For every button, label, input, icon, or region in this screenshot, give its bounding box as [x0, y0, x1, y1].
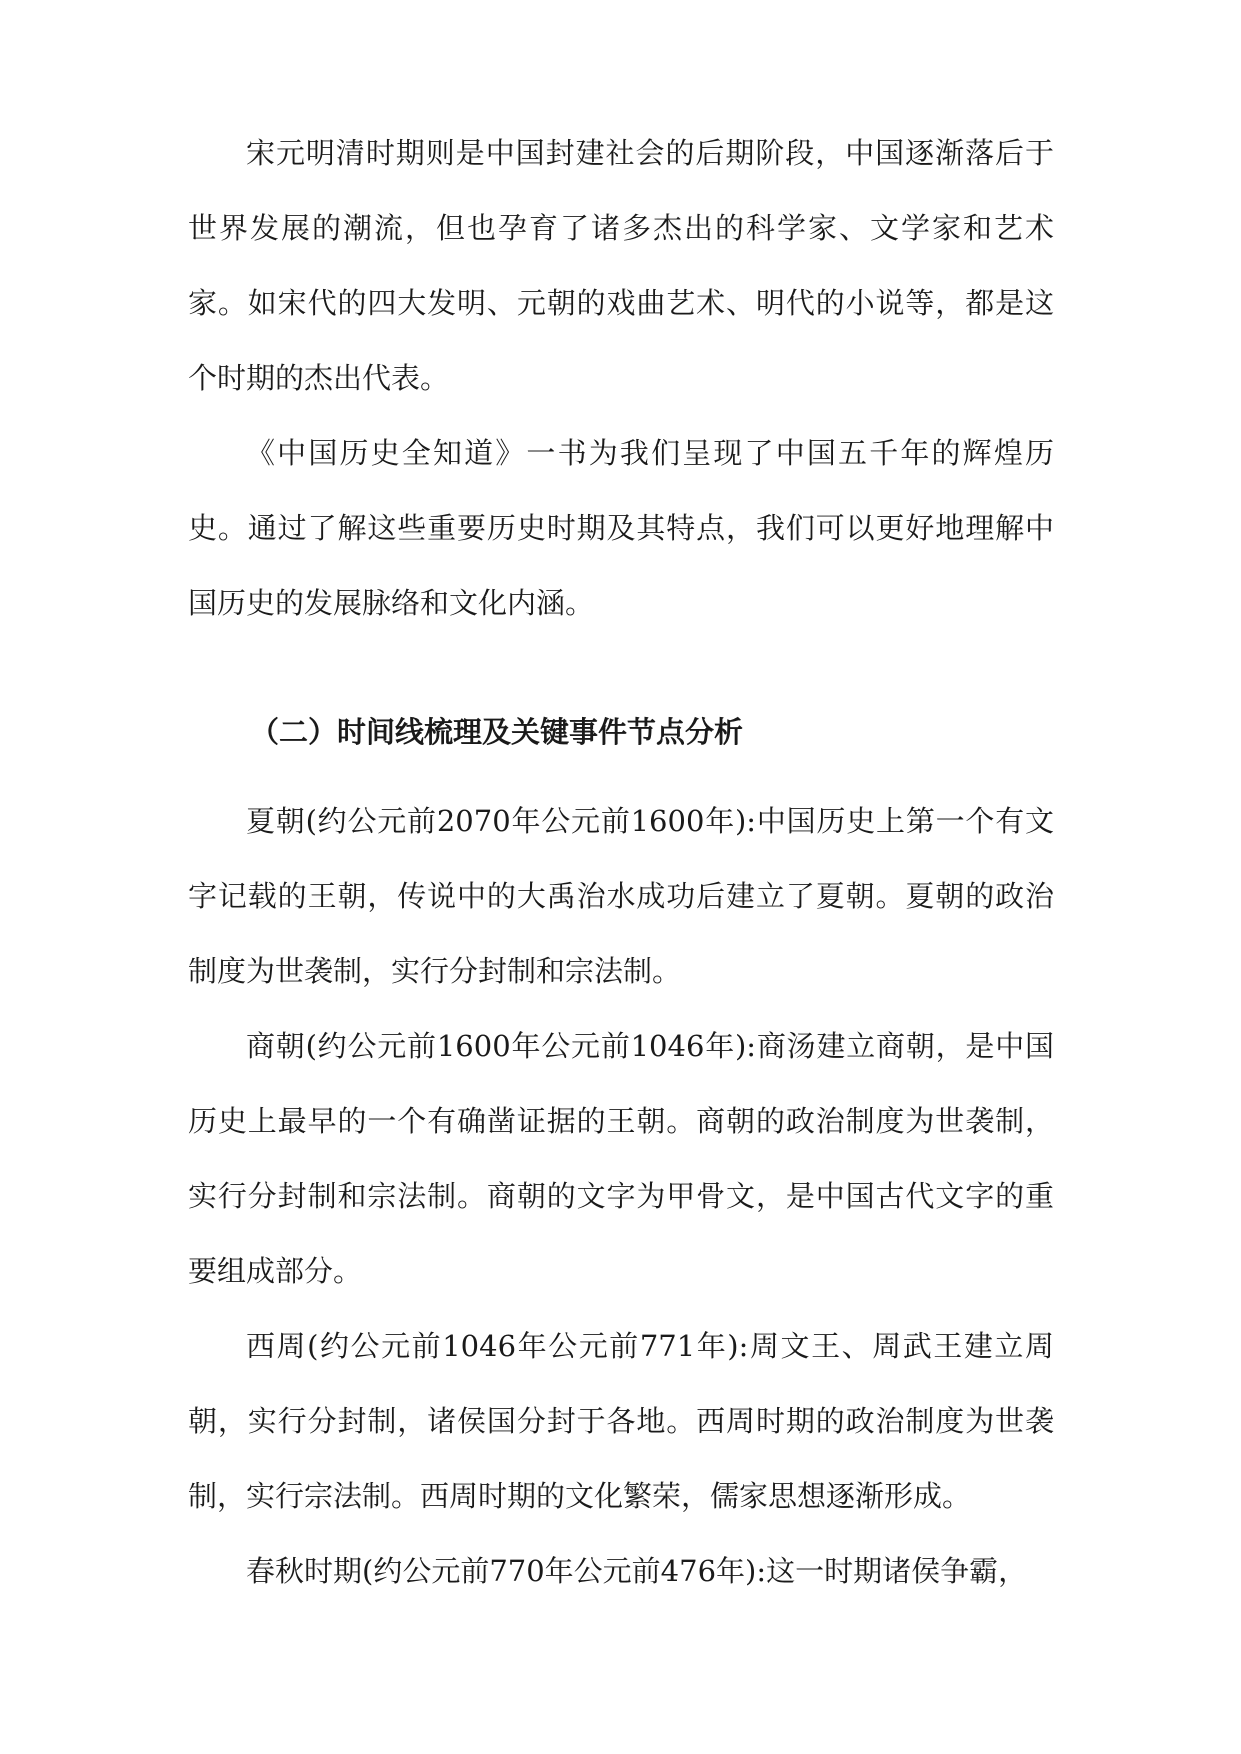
paragraph-shang-dynasty: 商朝(约公元前1600年公元前1046年):商汤建立商朝，是中国历史上最早的一个有确凿证据的王朝。商朝的政治制度为世袭制，实行分封制和宗法制。商朝的文字为甲骨文，是中国古代文字的重要组成部分。: [188, 1029, 1054, 1288]
paragraph-spring-autumn: 春秋时期(约公元前770年公元前476年):这一时期诸侯争霸，: [246, 1554, 1028, 1588]
paragraph-xia-dynasty: 夏朝(约公元前2070年公元前1600年):中国历史上第一个有文字记载的王朝，传说中的大禹治水成功后建立了夏朝。夏朝的政治制度为世袭制，实行分封制和宗法制。: [188, 804, 1054, 988]
paragraph-song-yuan-ming-qing: 宋元明清时期则是中国封建社会的后期阶段，中国逐渐落后于世界发展的潮流，但也孕育了诸多杰出的科学家、文学家和艺术家。如宋代的四大发明、元朝的戏曲艺术、明代的小说等，都是这个时期的杰出代表。: [188, 136, 1054, 395]
paragraph-western-zhou: 西周(约公元前1046年公元前771年):周文王、周武王建立周朝，实行分封制，诸侯国分封于各地。西周时期的政治制度为世袭制，实行宗法制。西周时期的文化繁荣，儒家思想逐渐形成。: [188, 1329, 1054, 1513]
body-text-bottom: [188, 784, 1054, 1609]
paragraph-book-summary: 《中国历史全知道》一书为我们呈现了中国五千年的辉煌历史。通过了解这些重要历史时期及其特点，我们可以更好地理解中国历史的发展脉络和文化内涵。: [188, 436, 1054, 620]
body-text-top: [188, 116, 1054, 641]
section-heading: （二）时间线梳理及关键事件节点分析: [250, 715, 744, 749]
